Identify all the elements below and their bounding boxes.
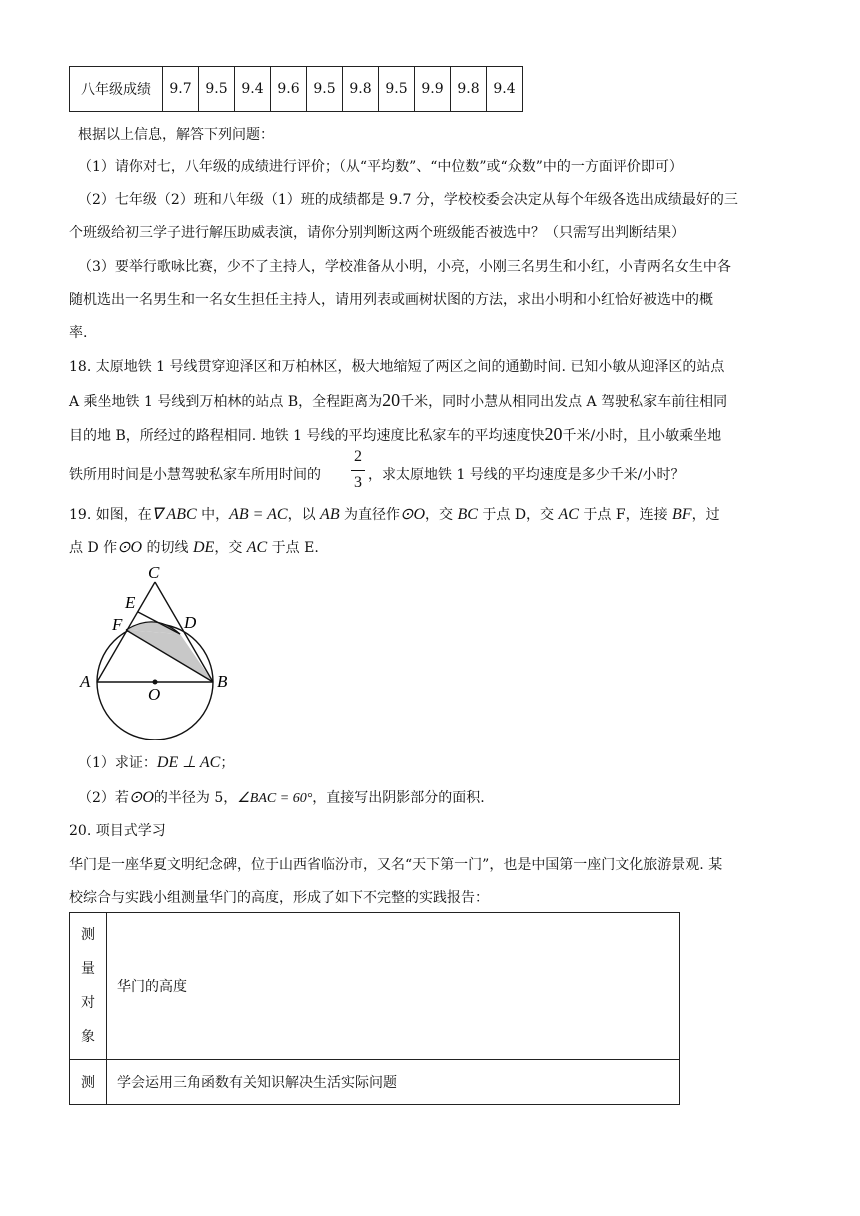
q19-line2 — [69, 537, 319, 557]
q18-line2 — [69, 390, 727, 411]
q18-line3-a: 目的地 B，所经过的路程相同. 地铁 1 号线的平均速度比私家车的平均速度快 — [69, 428, 545, 444]
q17-part2-line1: （2）七年级（2）班和八年级（1）班的成绩都是 9.7 分，学校校委会决定从每个年级各选出成绩最好的三 — [78, 192, 738, 208]
header-char: 测 — [81, 927, 95, 943]
label-b: B — [217, 672, 228, 691]
q17-intro: 根据以上信息，解答下列问题： — [78, 127, 274, 143]
label-o: O — [148, 685, 161, 704]
q18-line2-b: 千米，同时小慧从相同出发点 A 驾驶私家车前往相同 — [400, 394, 728, 410]
center-point — [153, 680, 158, 685]
grade-value: 9.4 — [235, 67, 271, 112]
fraction-numerator: 2 — [354, 448, 362, 465]
q19-text: ，交 — [214, 540, 247, 556]
q19-sub2 — [78, 787, 485, 807]
grade-table — [69, 66, 523, 112]
q19-math: ∇ ABC — [151, 506, 197, 523]
q19-text: 于点 F，连接 — [578, 507, 673, 523]
table-row — [70, 1060, 680, 1105]
q19-text: ； — [220, 755, 235, 771]
q17-part2-line2: 个班级给初三学子进行解压助威表演，请你分别判断这两个班级能否被选中？（只需写出判断结果） — [69, 225, 685, 241]
q19-text: （1）求证： — [78, 755, 157, 771]
q19-text: 中， — [196, 507, 230, 523]
header-char: 测 — [81, 1075, 95, 1091]
q19-text: 于点 D，交 — [477, 507, 559, 523]
header-char: 量 — [81, 961, 95, 977]
label-a: A — [80, 672, 91, 691]
q19-math: AC — [246, 539, 268, 556]
report-row-content: 学会运用三角函数有关知识解决生活实际问题 — [107, 1060, 680, 1105]
label-e: E — [125, 593, 136, 612]
q17-part3-line1: （3）要举行歌咏比赛，少不了主持人，学校准备从小明，小亮，小刚三名男生和小红，小青两名女生中各 — [78, 259, 731, 275]
q19-math: DE — [193, 539, 215, 556]
q19-text: （2）若 — [78, 790, 129, 806]
q18-line4-a: 铁所用时间是小慧驾驶私家车所用时间的 — [69, 467, 321, 483]
grade-value: 9.5 — [379, 67, 415, 112]
q19-math: AC — [558, 506, 579, 523]
header-char: 象 — [81, 1029, 95, 1045]
table-row — [70, 913, 680, 1060]
grade-row-label: 八年级成绩 — [70, 67, 163, 112]
q19-text: 为直径作 — [339, 507, 401, 523]
fraction-denominator: 3 — [354, 474, 362, 491]
geometry-figure — [70, 560, 240, 740]
report-row-content: 华门的高度 — [107, 913, 680, 1060]
label-d: D — [184, 613, 197, 632]
q19-math: BF — [672, 506, 692, 523]
q18-line3 — [69, 424, 721, 445]
q19-math: AB = AC — [229, 506, 288, 523]
header-char: 对 — [81, 995, 95, 1011]
q20-line2: 校综合与实践小组测量华门的高度，形成了如下不完整的实践报告： — [69, 890, 489, 906]
report-row-header — [70, 913, 107, 1060]
table-row — [70, 67, 523, 112]
q19-text: ，直接写出阴影部分的面积. — [312, 790, 485, 806]
fraction-bar — [351, 470, 365, 471]
report-row-header — [70, 1060, 107, 1105]
grade-value: 9.9 — [415, 67, 451, 112]
q19-math: BC — [457, 506, 478, 523]
q19-text: ，以 — [287, 507, 321, 523]
report-table — [69, 912, 680, 1105]
q17-part3-line2: 随机选出一名男生和一名女生担任主持人，请用列表或画树状图的方法，求出小明和小红恰好被选中的概 — [69, 292, 713, 308]
q19-text: ，过 — [691, 507, 720, 523]
q19-math: ∠BAC = 60° — [237, 791, 313, 806]
grade-value: 9.4 — [487, 67, 523, 112]
q18-line4-b: ，求太原地铁 1 号线的平均速度是多少千米/小时？ — [368, 467, 685, 483]
label-f: F — [112, 615, 123, 634]
grade-value: 9.8 — [451, 67, 487, 112]
q19-text: ，交 — [425, 507, 458, 523]
q19-math: ⊙O — [400, 506, 426, 523]
q18-line2-a: A 乘坐地铁 1 号线到万柏林的站点 B，全程距离为 — [69, 394, 383, 410]
q19-math: ⊙O — [128, 789, 154, 806]
grade-value: 9.5 — [199, 67, 235, 112]
q20-line1: 华门是一座华夏文明纪念碑，位于山西省临汾市，又名“天下第一门”，也是中国第一座门文化旅游景观. 某 — [69, 857, 723, 873]
q18-distance-value: 20 — [382, 390, 401, 410]
q20-title: 20. 项目式学习 — [69, 823, 166, 839]
q17-part3-line3: 率. — [69, 325, 88, 341]
grade-value: 9.6 — [271, 67, 307, 112]
q19-text: 19. 如图，在 — [69, 507, 152, 523]
q19-text: 的切线 — [142, 540, 193, 556]
q19-math: DE ⊥ AC — [156, 754, 221, 771]
grade-value: 9.5 — [307, 67, 343, 112]
q19-text: 于点 E. — [267, 540, 319, 556]
label-c: C — [148, 563, 160, 582]
grade-value: 9.8 — [343, 67, 379, 112]
q18-line1: 18. 太原地铁 1 号线贯穿迎泽区和万柏林区，极大地缩短了两区之间的通勤时间. 已知小敏从迎泽区的站点 — [69, 359, 725, 375]
q19-line1 — [69, 504, 720, 524]
q18-line3-b: 千米/小时，且小敏乘坐地 — [562, 428, 722, 444]
q17-part1: （1）请你对七，八年级的成绩进行评价；（从“平均数”、“中位数”或“众数”中的一方面评价即可） — [78, 159, 683, 175]
q19-math: ⊙O — [117, 539, 143, 556]
grade-value: 9.7 — [163, 67, 199, 112]
q18-speed-diff-value: 20 — [544, 424, 563, 444]
q19-math: AB — [320, 506, 340, 523]
q19-text: 的半径为 5， — [153, 790, 238, 806]
q19-sub1 — [78, 752, 234, 772]
q19-text: 点 D 作 — [69, 540, 118, 556]
